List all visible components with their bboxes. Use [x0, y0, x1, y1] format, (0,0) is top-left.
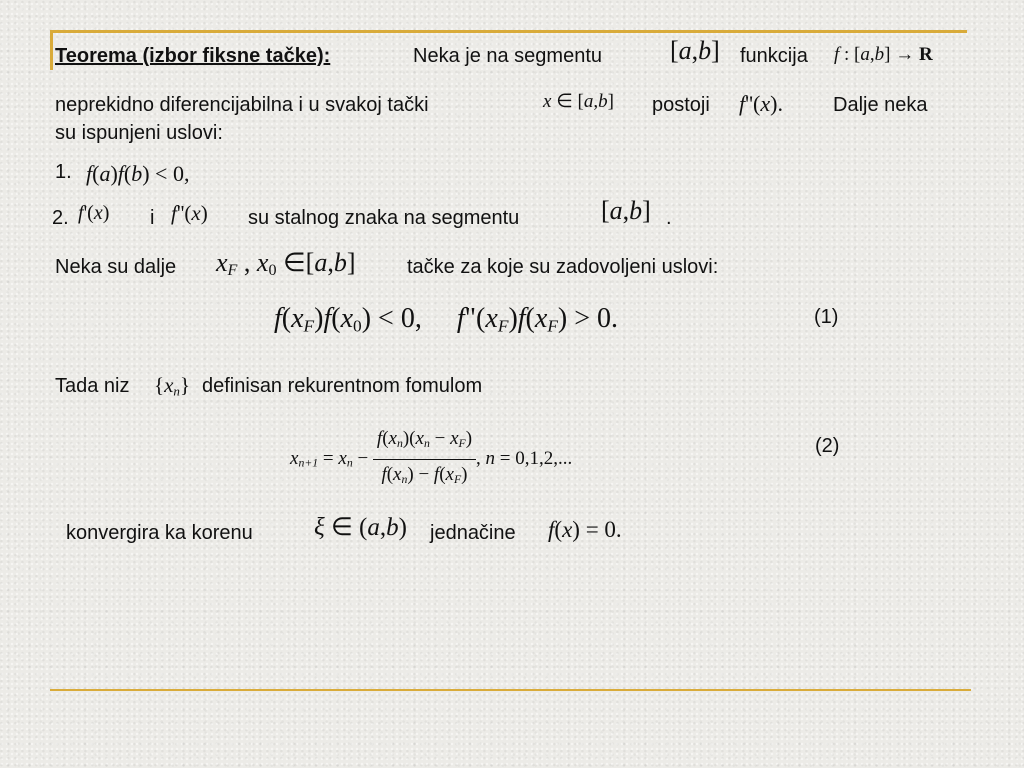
second-derivative-formula: f''(x).: [739, 91, 783, 116]
line3-text: su ispunjeni uslovi:: [55, 122, 223, 144]
line2-text-b: postoji: [652, 94, 710, 116]
points-text-a: Neka su dalje: [55, 256, 177, 278]
condition-2-number: 2.: [52, 207, 69, 229]
points-formula: $x_F$ , $x_0$ ∈[a,b]: [216, 248, 356, 280]
segment-ab-formula-2: [a,b]: [601, 196, 651, 225]
equation-1-formula: $f(x_F)f(x_0) < 0$, $f"(x_F)f(x_F) > 0$.: [274, 303, 619, 336]
equation-formula: f(x) = 0.: [548, 517, 622, 542]
top-accent-line: [50, 30, 967, 33]
sequence-text-a: Tada niz: [55, 375, 130, 397]
line2-text-c: Dalje neka: [833, 94, 928, 116]
first-derivative-formula: f'(x): [78, 202, 110, 224]
line1-text-a: Neka je na segmentu: [413, 45, 603, 67]
root-formula: ξ ∈ (a,b): [314, 514, 407, 541]
condition-1-formula: f(a)f(b) < 0,: [86, 161, 190, 186]
equation-2-formula: $x_{n+1} = x_n$ − $\frac{f(x_n)(x_n - x_F)}{f(x_n) - f(x_F)}$ , n = 0,1,2,...: [290, 424, 572, 495]
sequence-text-b: definisan rekurentnom fomulom: [202, 375, 483, 397]
line1-text-b: funkcija: [740, 45, 808, 67]
sequence-formula: $\{x_n\}$: [154, 373, 191, 399]
equation-1-label: (1): [814, 306, 839, 328]
line2-text-a: neprekidno diferencijabilna i u svakoj tački: [55, 94, 429, 116]
equation-2-label: (2): [815, 435, 840, 457]
condition-2-end: .: [666, 207, 672, 229]
points-text-b: tačke za koje su zadovoljeni uslovi:: [407, 256, 719, 278]
theorem-title: Teorema (izbor fiksne tačke):: [55, 45, 331, 67]
condition-2-text: su stalnog znaka na segmentu: [248, 207, 520, 229]
condition-2-conjunction: i: [150, 207, 155, 229]
x-in-ab-formula: x ∈ [a,b]: [543, 91, 614, 112]
segment-ab-formula: [a,b]: [670, 36, 720, 65]
left-accent-bar: [50, 30, 53, 70]
condition-1-number: 1.: [55, 161, 72, 183]
function-mapping-formula: f : [a,b] → R: [834, 44, 933, 65]
convergence-text-b: jednačine: [430, 522, 516, 544]
convergence-text-a: konvergira ka korenu: [66, 522, 253, 544]
bottom-accent-line: [50, 689, 971, 691]
second-derivative-formula-2: f''(x): [171, 201, 208, 225]
